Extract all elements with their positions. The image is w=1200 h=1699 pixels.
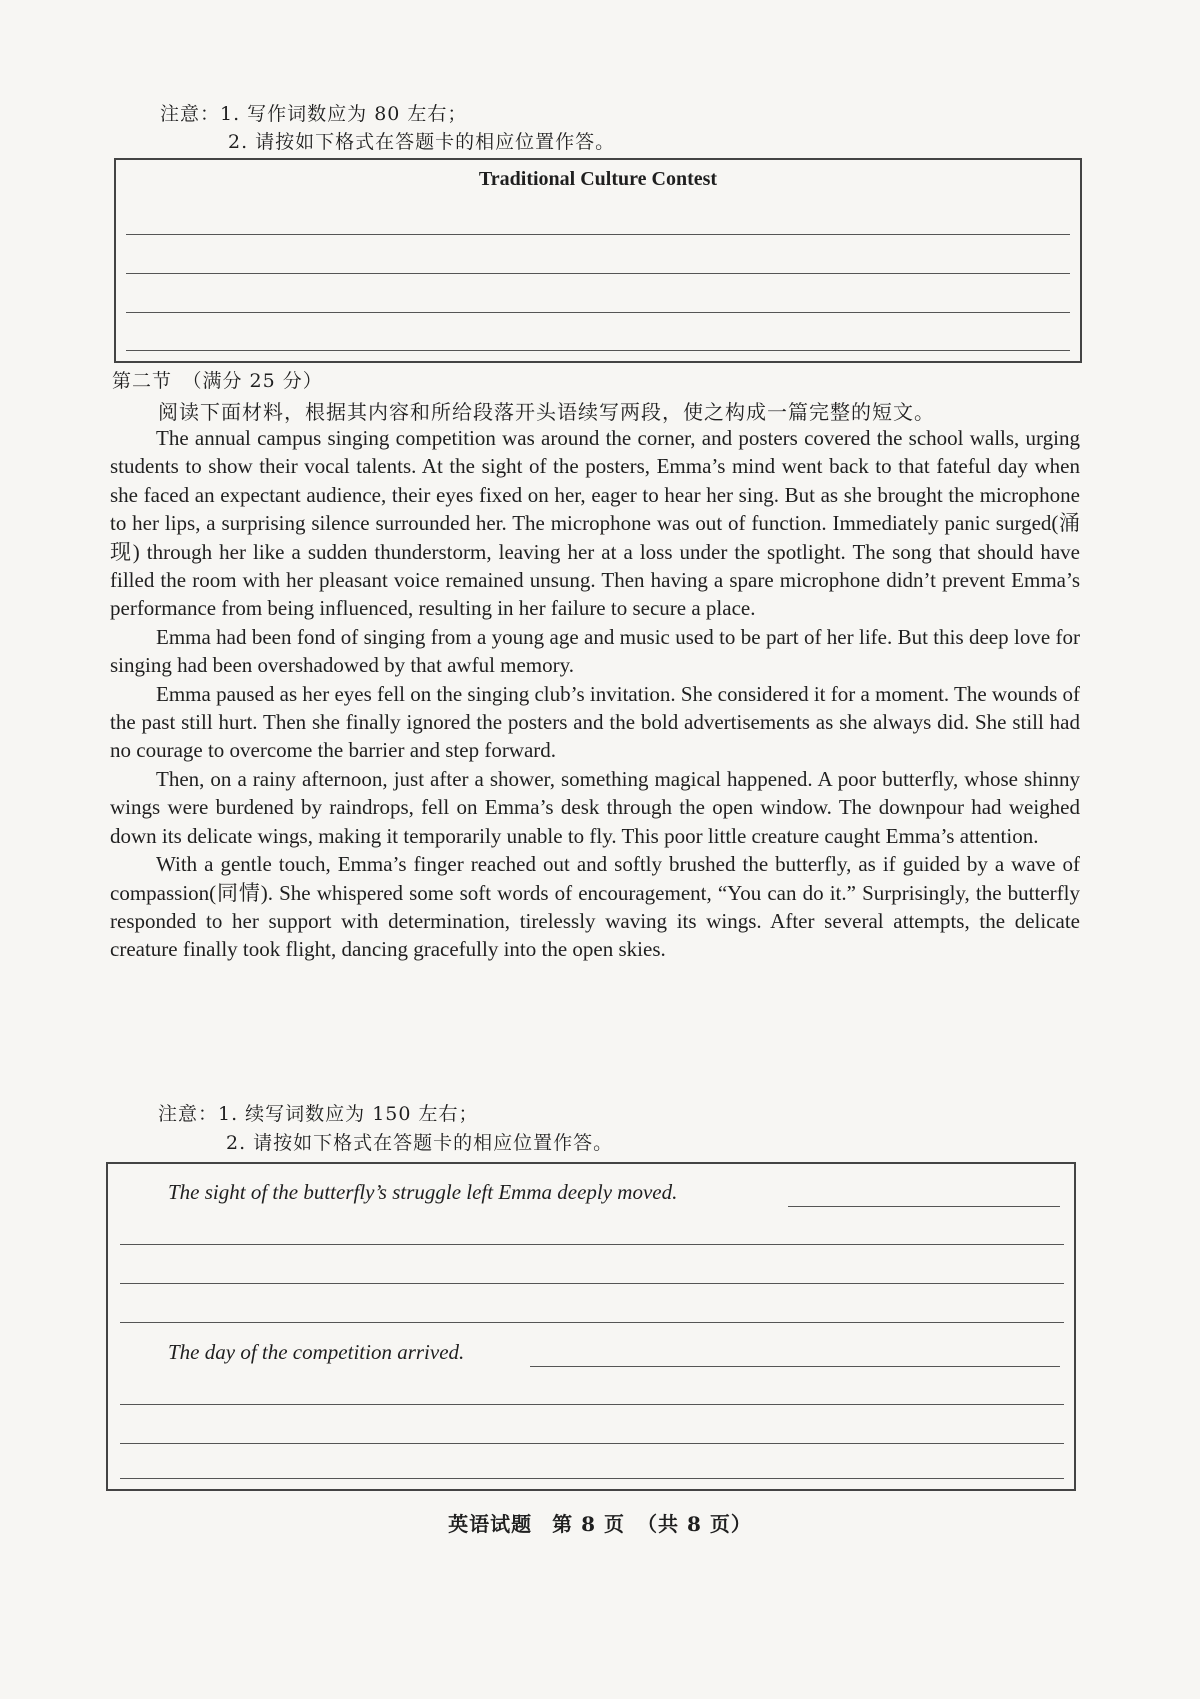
- passage-paragraph: The annual campus singing competition was around the corner, and posters covered the school walls, urging students to show their vocal talents. At the sight of the posters, Emma’s mind went back to that fateful day when she faced an expectant audience, their eyes fixed on her, eager to hear her sing. But as she brought the microphone to her lips, a surprising silence surrounded her. The microphone was out of function. Immediately panic surged(涌现) through her like a sudden thunderstorm, leaving her at a loss under the spotlight. The song that should have filled the room with her pleasant voice remained unsung. Then having a spare microphone didn’t prevent Emma’s performance from being influenced, resulting in her failure to secure a place.: [110, 426, 1080, 621]
- paragraph-lead-2: The day of the competition arrived.: [168, 1340, 465, 1364]
- passage-paragraph: Then, on a rainy afternoon, just after a shower, something magical happened. A poor butterfly, whose shinny wings were burdened by raindrops, fell on Emma’s desk through the open window. The downpour had weighed down its delicate wings, making it temporarily unable to fly. This poor little creature caught Emma’s attention.: [110, 766, 1080, 848]
- note-line-1: 注意：1. 写作词数应为 80 左右；: [160, 103, 468, 125]
- continuation-note: [158, 1100, 613, 1158]
- answer-line: [120, 1283, 1064, 1284]
- footer-subject: 英语试题: [448, 1512, 533, 1536]
- section-instruction: 阅读下面材料，根据其内容和所给段落开头语续写两段，使之构成一篇完整的短文。: [158, 400, 935, 424]
- continuation-answer-box: [106, 1162, 1076, 1491]
- writing-note: [160, 100, 615, 156]
- note-line-2: 2. 请按如下格式在答题卡的相应位置作答。: [226, 1132, 614, 1154]
- writing-box-title: Traditional Culture Contest: [478, 168, 718, 190]
- answer-line: [120, 1443, 1064, 1444]
- page-footer: [0, 1508, 1200, 1537]
- passage-paragraph: With a gentle touch, Emma’s finger reached out and softly brushed the butterfly, as if guided by a wave of compassion(同情). She whispered some soft words of encouragement, “You can do it.” Surprisingly, the butterfly responded to her support with determination, tirelessly waving its wings. After several attempts, the delicate creature finally took flight, dancing gracefully into the open skies.: [110, 852, 1080, 962]
- note-line-1: 注意：1. 续写词数应为 150 左右；: [158, 1103, 479, 1125]
- section-heading: 第二节 （满分 25 分）: [112, 370, 323, 392]
- paragraph-lead-1: The sight of the butterfly’s struggle left Emma deeply moved.: [168, 1180, 678, 1204]
- answer-line: [126, 273, 1070, 274]
- passage-paragraph: Emma had been fond of singing from a young age and music used to be part of her life. But this deep love for singing had been overshadowed by that awful memory.: [110, 624, 1080, 678]
- note-line-2: 2. 请按如下格式在答题卡的相应位置作答。: [228, 131, 616, 153]
- answer-line: [788, 1206, 1060, 1207]
- answer-line: [120, 1244, 1064, 1245]
- writing-answer-box: [114, 158, 1082, 363]
- passage-paragraph: Emma paused as her eyes fell on the singing club’s invitation. She considered it for a moment. The wounds of the past still hurt. Then she finally ignored the posters and the bold advertisements as she always did. She still had no courage to overcome the barrier and step forward.: [110, 681, 1080, 763]
- answer-line: [126, 350, 1070, 351]
- answer-line: [126, 234, 1070, 235]
- answer-line: [126, 312, 1070, 313]
- footer-page-number: 第 8 页: [552, 1512, 625, 1536]
- answer-line: [120, 1478, 1064, 1479]
- footer-total-pages: （共 8 页）: [636, 1512, 752, 1536]
- answer-line: [530, 1366, 1060, 1367]
- answer-line: [120, 1322, 1064, 1323]
- reading-passage: [110, 424, 1080, 964]
- answer-line: [120, 1404, 1064, 1405]
